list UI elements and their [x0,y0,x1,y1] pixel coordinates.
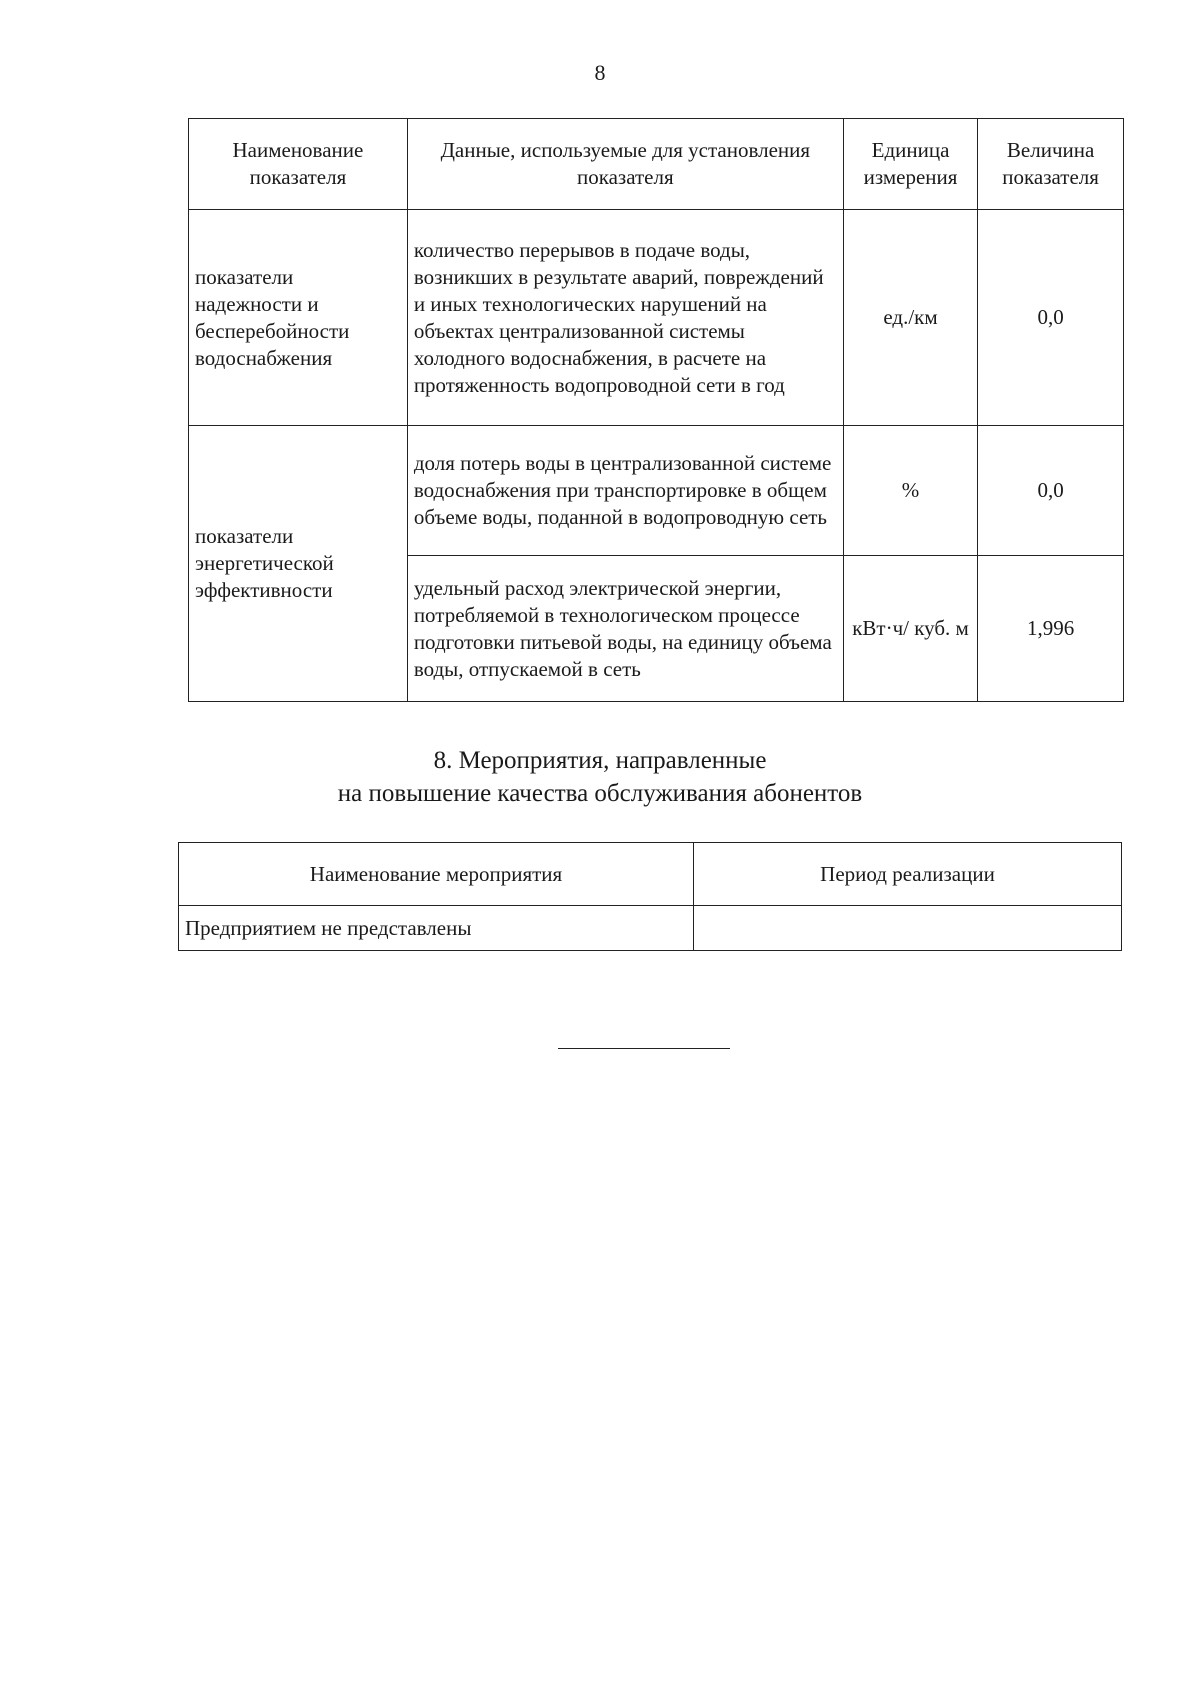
header-measure-name: Наименование мероприятия [179,843,694,906]
page-number: 8 [594,60,606,85]
reliability-unit: ед./км [843,210,977,426]
header-unit: Единица измерения [843,119,977,210]
energy-name: показатели энергетической эффективности [189,426,408,702]
measures-header-row [179,843,1122,906]
energy-consumption-unit: кВт·ч/ куб. м [843,556,977,702]
indicators-table [188,118,1124,702]
reliability-data: количество перерывов в подаче воды, возникших в результате аварий, повреждений и иных технологических нарушений на объектах централизованной системы холодного водоснабжения, в расчете на протяженность водопроводной сети в год [407,210,843,426]
table-row [189,210,1124,426]
section-title [0,744,1200,810]
table-row [179,906,1122,951]
energy-consumption-data: удельный расход электрической энергии, потребляемой в технологическом процессе подготовки питьевой воды, на единицу объема воды, отпускаемой в сеть [407,556,843,702]
water-loss-data: доля потерь воды в централизованной системе водоснабжения при транспортировке в общем объеме воды, поданной в водопроводную сеть [407,426,843,556]
header-value: Величина показателя [978,119,1124,210]
measure-period [694,906,1122,951]
measure-name: Предприятием не представлены [179,906,694,951]
measures-table [178,842,1122,951]
header-period: Период реализации [694,843,1122,906]
end-divider [558,1048,730,1049]
water-loss-value: 0,0 [978,426,1124,556]
reliability-value: 0,0 [978,210,1124,426]
energy-consumption-value: 1,996 [978,556,1124,702]
table-row [189,426,1124,556]
water-loss-unit: % [843,426,977,556]
header-indicator-name: Наименование показателя [189,119,408,210]
header-indicator-data: Данные, используемые для установления показателя [407,119,843,210]
reliability-name: показатели надежности и бесперебойности водоснабжения [189,210,408,426]
indicators-header-row [189,119,1124,210]
section-title-line1: 8. Мероприятия, направленные [433,747,767,774]
section-title-line2: на повышение качества обслуживания абонентов [337,780,863,807]
